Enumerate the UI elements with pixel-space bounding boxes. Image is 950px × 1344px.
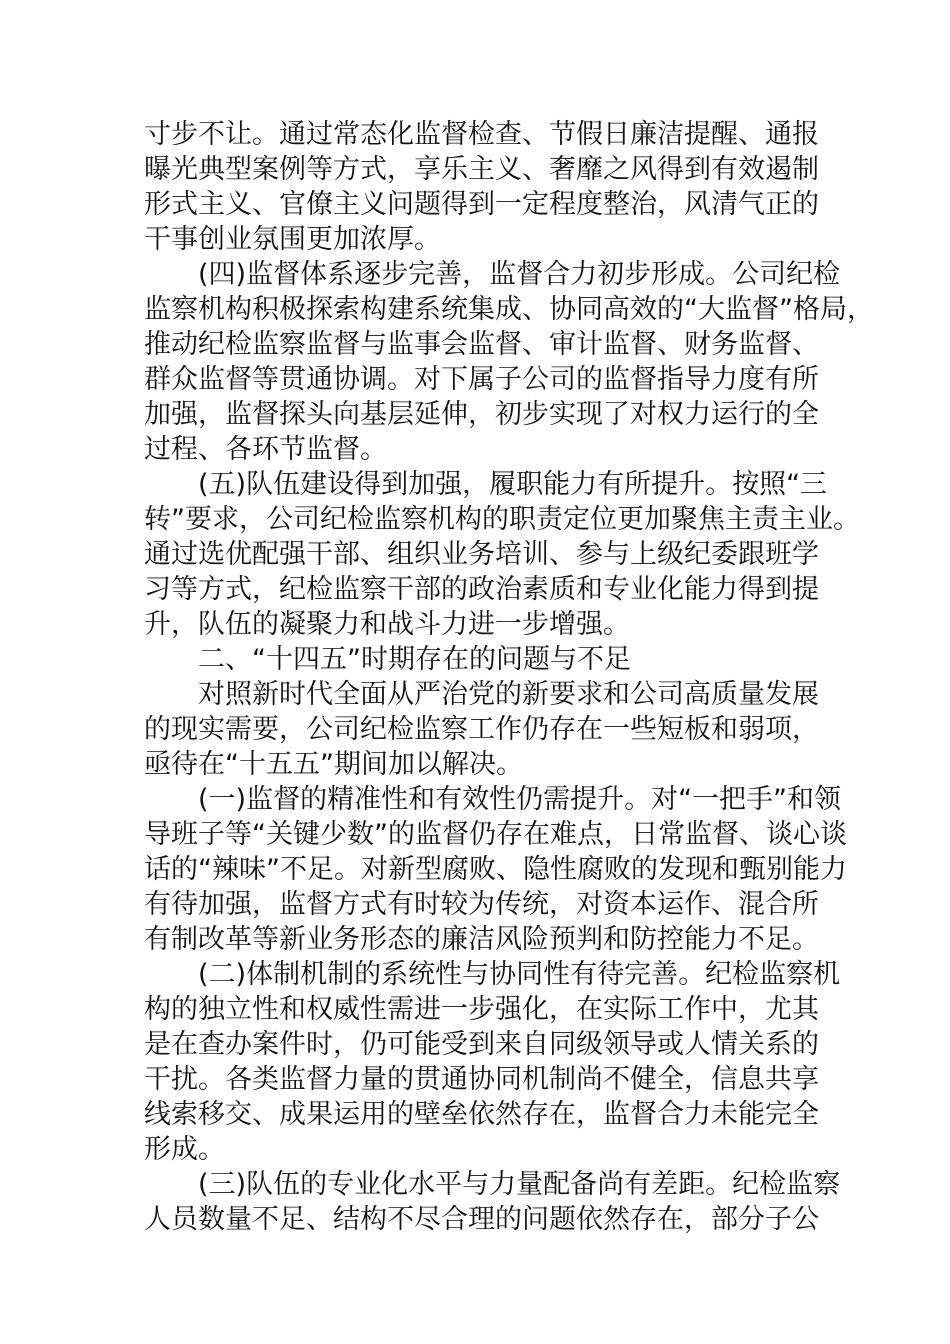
section-heading-5: (五)队伍建设得到加强，履职能力有所提升。按照“三 [198, 469, 828, 500]
text-line: 亟待在“十五五”期间加以解决。 [144, 749, 523, 780]
text-line: 线索移交、成果运用的壁垒依然存在，监督合力未能完全 [144, 1099, 819, 1130]
text-line: 有待加强，监督方式有时较为传统，对资本运作、混合所 [144, 889, 819, 920]
text-line: 通过选优配强干部、组织业务培训、参与上级纪委跟班学 [144, 539, 819, 570]
text-line: 构的独立性和权威性需进一步强化，在实际工作中，尤其 [144, 994, 819, 1025]
text-line: 形成。 [144, 1134, 225, 1165]
text-line: 形式主义、官僚主义问题得到一定程度整治，风清气正的 [144, 189, 819, 220]
text-line: 是在查办案件时，仍可能受到来自同级领导或人情关系的 [144, 1029, 819, 1060]
section-heading-2: (二)体制机制的系统性与协同性有待完善。纪检监察机 [198, 959, 841, 990]
section-heading-3: (三)队伍的专业化水平与力量配备尚有差距。纪检监察 [198, 1169, 841, 1200]
text-line: 有制改革等新业务形态的廉洁风险预判和防控能力不足。 [144, 924, 819, 955]
text-line: 转”要求，公司纪检监察机构的职责定位更加聚焦主责主业。 [144, 504, 860, 535]
text-line: 人员数量不足、结构不尽合理的问题依然存在，部分子公 [144, 1204, 819, 1235]
text-line: 加强，监督探头向基层延伸，初步实现了对权力运行的全 [144, 399, 819, 430]
text-line: 寸步不让。通过常态化监督检查、节假日廉洁提醒、通报 [144, 119, 819, 150]
paragraph-start: 对照新时代全面从严治党的新要求和公司高质量发展 [198, 679, 819, 710]
text-line: 群众监督等贯通协调。对下属子公司的监督指导力度有所 [144, 364, 819, 395]
text-line: 话的“辣味”不足。对新型腐败、隐性腐败的发现和甄别能力 [144, 854, 847, 885]
text-line: 过程、各环节监督。 [144, 434, 387, 465]
text-line: 习等方式，纪检监察干部的政治素质和专业化能力得到提 [144, 574, 819, 605]
section-heading-1: (一)监督的精准性和有效性仍需提升。对“一把手”和领 [198, 784, 842, 815]
text-line: 导班子等“关键少数”的监督仍存在难点，日常监督、谈心谈 [144, 819, 847, 850]
text-line: 监察机构积极探索构建系统集成、协同高效的“大监督”格局， [144, 294, 874, 325]
chapter-heading-2: 二、“十四五”时期存在的问题与不足 [198, 644, 631, 675]
text-line: 升，队伍的凝聚力和战斗力进一步增强。 [144, 609, 630, 640]
text-line: 的现实需要，公司纪检监察工作仍存在一些短板和弱项， [144, 714, 819, 745]
text-line: 推动纪检监察监督与监事会监督、审计监督、财务监督、 [144, 329, 819, 360]
section-heading-4: (四)监督体系逐步完善，监督合力初步形成。公司纪检 [198, 259, 841, 290]
text-line: 干扰。各类监督力量的贯通协同机制尚不健全，信息共享 [144, 1064, 819, 1095]
text-line: 曝光典型案例等方式，享乐主义、奢靡之风得到有效遏制 [144, 154, 819, 185]
text-line: 干事创业氛围更加浓厚。 [144, 224, 441, 255]
